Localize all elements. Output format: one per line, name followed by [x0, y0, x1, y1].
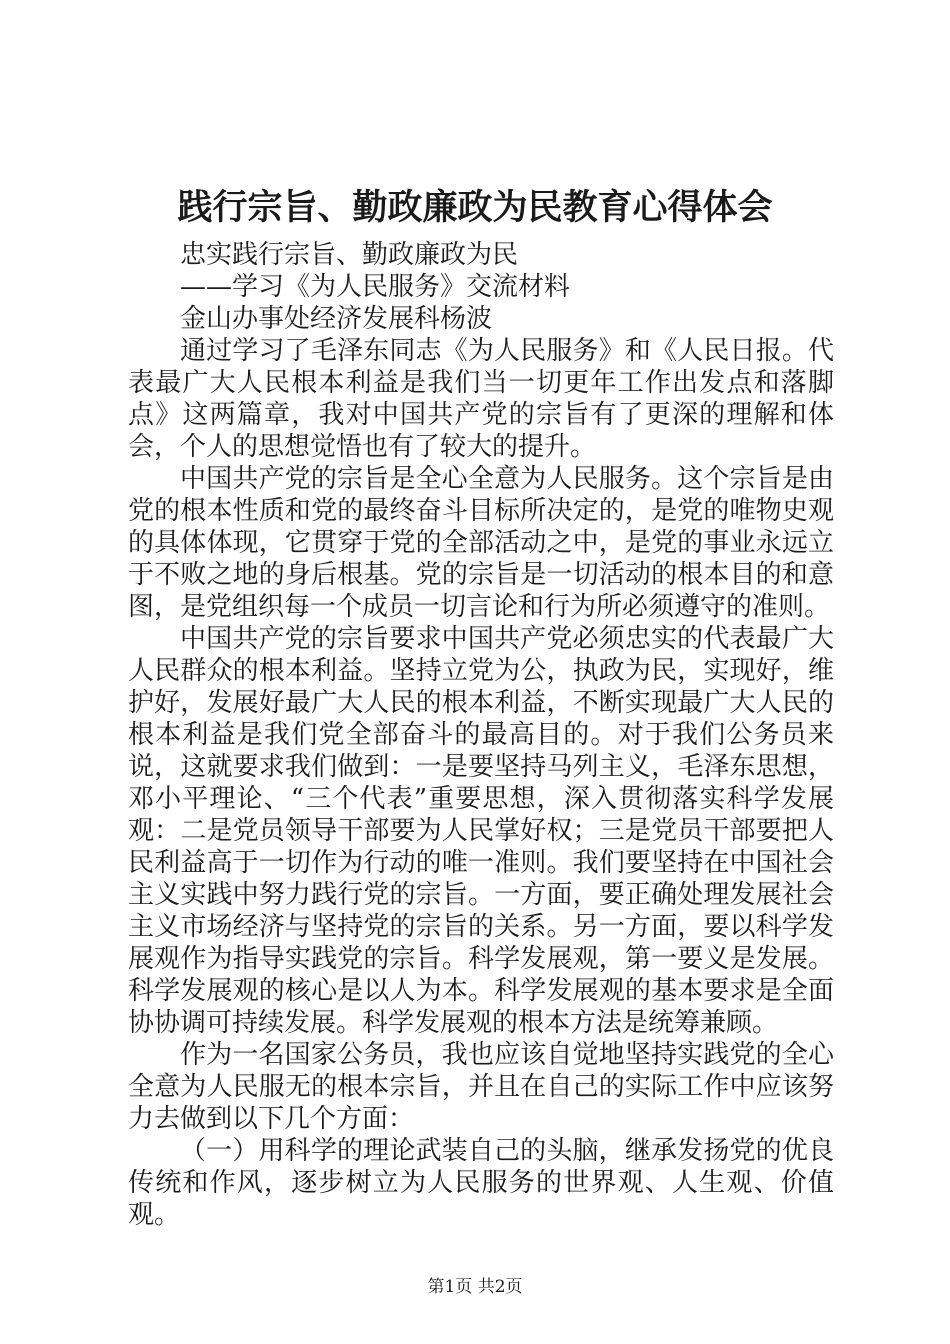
page-footer: 第1页 共2页 [427, 1277, 523, 1297]
paragraph: 中国共产党的宗旨要求中国共产党必须忠实的代表最广大人民群众的根本利益。坚持立党为公，执政为民，实现好，维护好，发展好最广大人民的根本利益，不断实现最广大人民的根本利益是我们党全部奋斗的最高目的。对于我们公务员来说，这就要求我们做到：一是要坚持马列主义，毛泽东思想，邓小平理论、“三个代表”重要思想，深入贯彻落实科学发展观：二是党员领导干部要为人民掌好权；三是党员干部要把人民利益高于一切作为行动的唯一准则。我们要坚持在中国社会主义实践中努力践行党的宗旨。一方面，要正确处理发展社会主义市场经济与坚持党的宗旨的关系。另一方面，要以科学发展观作为指导实践党的宗旨。科学发展观，第一要义是发展。科学发展观的核心是以人为本。科学发展观的基本要求是全面协协调可持续发展。科学发展观的根本方法是统筹兼顾。 [128, 624, 834, 1038]
subtitle-line: ——学习《为人民服务》交流材料 [180, 272, 571, 302]
paragraph: 作为一名国家公务员，我也应该自觉地坚持实践党的全心全意为人民服无的根本宗旨，并且在自己的实际工作中应该努力去做到以下几个方面： [128, 1040, 834, 1134]
document-body [128, 239, 834, 1231]
paragraph: 通过学习了毛泽东同志《为人民服务》和《人民日报。代表最广大人民根本利益是我们当一切更年工作出发点和落脚点》这两篇章，我对中国共产党的宗旨有了更深的理解和体会，个人的思想觉悟也有了较大的提升。 [128, 336, 834, 462]
document-title: 践行宗旨、勤政廉政为民教育心得体会 [177, 188, 773, 228]
paragraph: 中国共产党的宗旨是全心全意为人民服务。这个宗旨是由党的根本性质和党的最终奋斗目标所决定的，是党的唯物史观的具体体现，它贯穿于党的全部活动之中，是党的事业永远立于不败之地的身后根基。党的宗旨是一切活动的根本目的和意图，是党组织每一个成员一切言论和行为所必须遵守的准则。 [128, 464, 834, 622]
author-line: 金山办事处经济发展科杨波 [180, 304, 493, 334]
paragraph: （一）用科学的理论武装自己的头脑，继承发扬党的优良传统和作风，逐步树立为人民服务的世界观、人生观、价值观。 [128, 1136, 834, 1230]
subtitle-line: 忠实践行宗旨、勤政廉政为民 [180, 240, 519, 270]
